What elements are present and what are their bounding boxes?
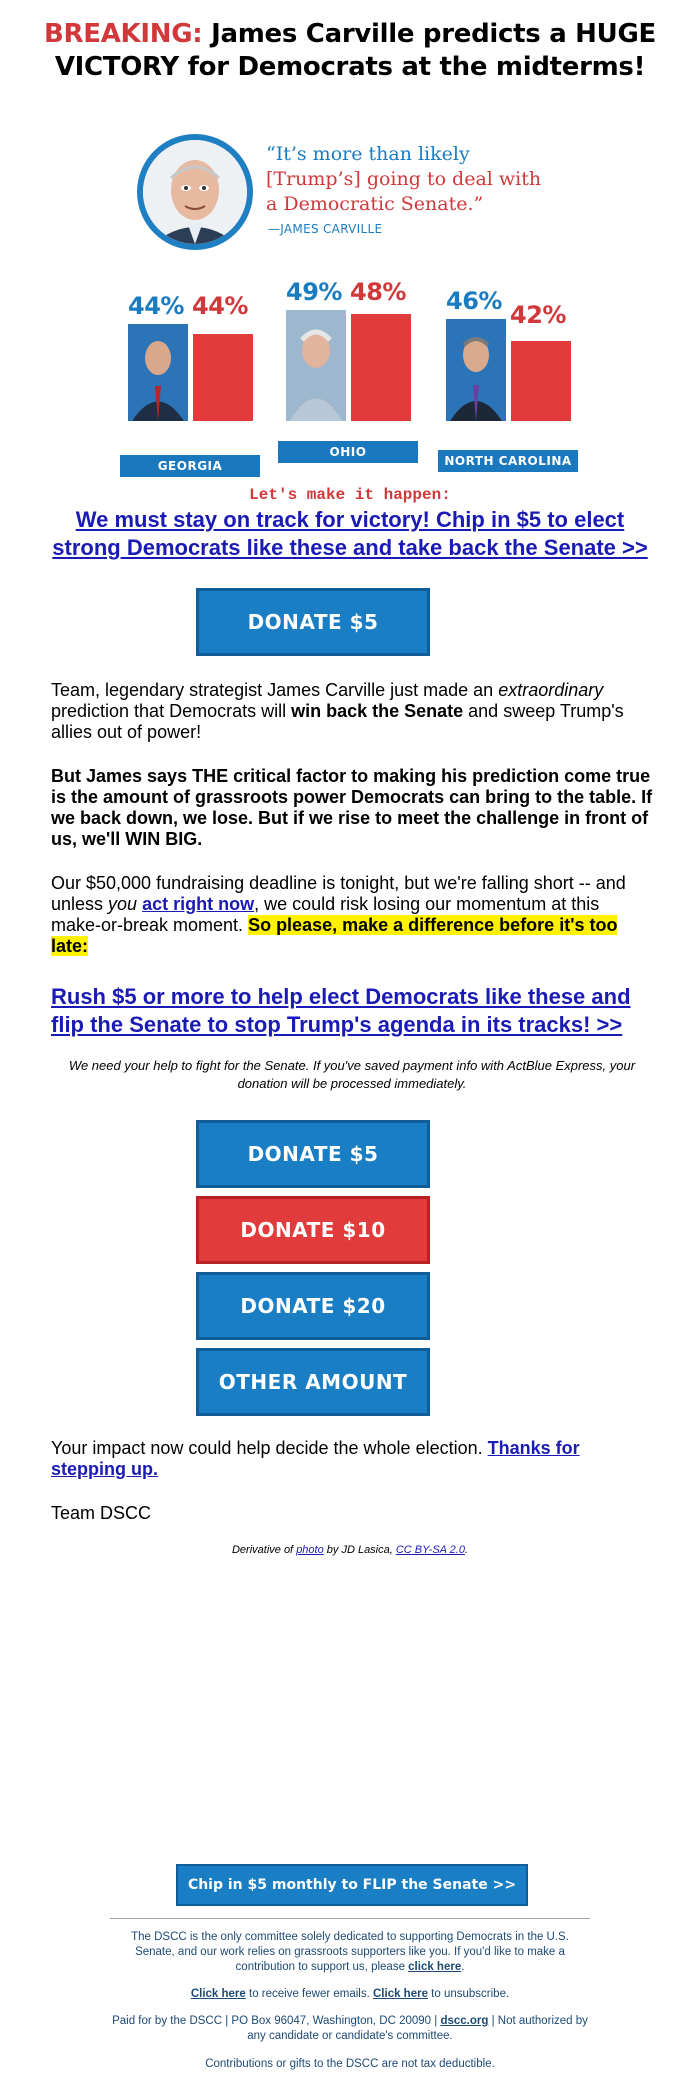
rep-percent: 48% [350, 278, 406, 306]
monthly-donate-button[interactable]: Chip in $5 monthly to FLIP the Senate >> [176, 1864, 528, 1906]
state-label: NORTH CAROLINA [438, 450, 578, 472]
donate-10-button[interactable]: DONATE $10 [196, 1196, 430, 1264]
signature: Team DSCC [51, 1503, 152, 1523]
carville-face-image [143, 140, 247, 244]
about-text-end: . [461, 1961, 465, 1973]
poll-georgia [120, 292, 260, 477]
cta-link-top [40, 506, 660, 562]
about-text: The DSCC is the only committee solely dedicated to supporting Democrats in the U.S. Senate, and our work relies on grassroots supporters like you. If you'd like to make a contribution to support us, please [131, 1931, 569, 1973]
quote-author: —JAMES CARVILLE [268, 222, 383, 236]
footer-divider [110, 1918, 590, 1919]
dem-percent: 44% [128, 292, 184, 320]
hero-graphic [120, 120, 580, 473]
quote-line-3: a Democratic Senate.” [266, 193, 484, 215]
quote-line-1: “It’s more than likely [266, 143, 470, 165]
donate-5-button[interactable]: DONATE $5 [196, 1120, 430, 1188]
p3-text-b: , we could risk losing our momentum at this make-or-break moment. [51, 894, 600, 935]
p3-emphasis: you [108, 894, 138, 914]
dem-percent: 46% [446, 287, 502, 315]
make-it-happen: Let's make it happen: [249, 486, 451, 504]
donate-20-button[interactable]: DONATE $20 [196, 1272, 430, 1340]
p1-strong: win back the Senate [291, 701, 464, 721]
headline-text: James Carville predicts a HUGE VICTORY for Democrats at the midterms! [54, 19, 656, 82]
chip-in-link[interactable]: We must stay on track for victory! Chip in $5 to elect strong Democrats like these and take back the Senate >> [52, 507, 648, 560]
contribute-link[interactable]: click here [408, 1961, 462, 1973]
rep-percent: 44% [192, 292, 248, 320]
p3-highlight: So please, make a difference before it's too late: [51, 915, 618, 956]
dem-percent: 49% [286, 278, 342, 306]
other-amount-button[interactable]: OTHER AMOUNT [196, 1348, 430, 1416]
donate-5-top-button[interactable]: DONATE $5 [196, 588, 430, 656]
rush-5-link[interactable]: Rush $5 or more to help elect Democrats like these and flip the Senate to stop Trump's agenda in its tracks! >> [51, 984, 631, 1037]
state-label: OHIO [278, 441, 418, 463]
impact-paragraph [51, 1438, 653, 1480]
photo-link[interactable]: photo [296, 1544, 324, 1556]
breaking-label: BREAKING: [44, 19, 203, 49]
footer-paid-for [110, 2014, 590, 2044]
poll-ohio [278, 278, 418, 463]
paragraph-3 [51, 873, 653, 957]
rep-bar [351, 314, 411, 421]
p1-text-a: Team, legendary strategist James Carville just made an [51, 680, 499, 700]
unsubscribe-link[interactable]: Click here [373, 1988, 428, 2000]
candidate-photo [446, 319, 506, 421]
headline [0, 18, 700, 84]
quote-line-2: [Trump’s] going to deal with [266, 168, 542, 190]
footer-about [110, 1930, 590, 1975]
rep-bar [511, 341, 571, 421]
p1-emphasis: extraordinary [498, 680, 604, 700]
carville-quote [266, 142, 586, 217]
candidate-photo [286, 310, 346, 421]
credit-text-a: Derivative of [231, 1544, 297, 1556]
rep-percent: 42% [510, 301, 566, 329]
actblue-note: We need your help to fight for the Senate. If you've saved payment info with ActBlue Express, your donation will be processed immediately. [68, 1058, 636, 1091]
paragraph-1 [51, 680, 653, 743]
credit-text-c: . [464, 1544, 468, 1556]
dscc-link[interactable]: dscc.org [440, 2015, 489, 2027]
carville-portrait [137, 134, 253, 250]
p1-text-b: prediction that Democrats will [51, 701, 292, 721]
footer-tax-note: Contributions or gifts to the DSCC are not tax deductible. [205, 2058, 495, 2070]
license-link[interactable]: CC BY-SA 2.0 [395, 1544, 465, 1556]
credit-text-b: by JD Lasica, [323, 1544, 396, 1556]
impact-text: Your impact now could help decide the whole election. [51, 1438, 488, 1458]
poll-north-carolina [438, 287, 578, 472]
unsubscribe-text: to unsubscribe. [427, 1988, 510, 2000]
p3-text-a: Our $50,000 fundraising deadline is tonight, but we're falling short -- and unless [51, 873, 626, 914]
cta-link-middle [51, 983, 653, 1039]
footer-email-prefs [110, 1987, 590, 2002]
paid-text-b: | Not authorized by any candidate or candidate's committee. [247, 2015, 588, 2042]
photo-credit [0, 1544, 700, 1556]
paragraph-2: But James says THE critical factor to making his prediction come true is the amount of grassroots power Democrats can bring to the table. If we back down, we lose. But if we rise to meet the challenge in front of us, we'll WIN BIG. [51, 766, 653, 849]
paid-text-a: Paid for by the DSCC | PO Box 96047, Washington, DC 20090 | [112, 2015, 441, 2027]
thanks-link[interactable]: Thanks for stepping up. [51, 1438, 580, 1479]
state-label: GEORGIA [120, 455, 260, 477]
fewer-emails-link[interactable]: Click here [190, 1988, 246, 2000]
fewer-emails-text: to receive fewer emails. [245, 1988, 373, 2000]
p1-text-c: and sweep Trump's allies out of power! [51, 701, 624, 742]
candidate-photo [128, 324, 188, 421]
act-right-now-link[interactable]: act right now [142, 894, 255, 914]
rep-bar [193, 334, 253, 421]
